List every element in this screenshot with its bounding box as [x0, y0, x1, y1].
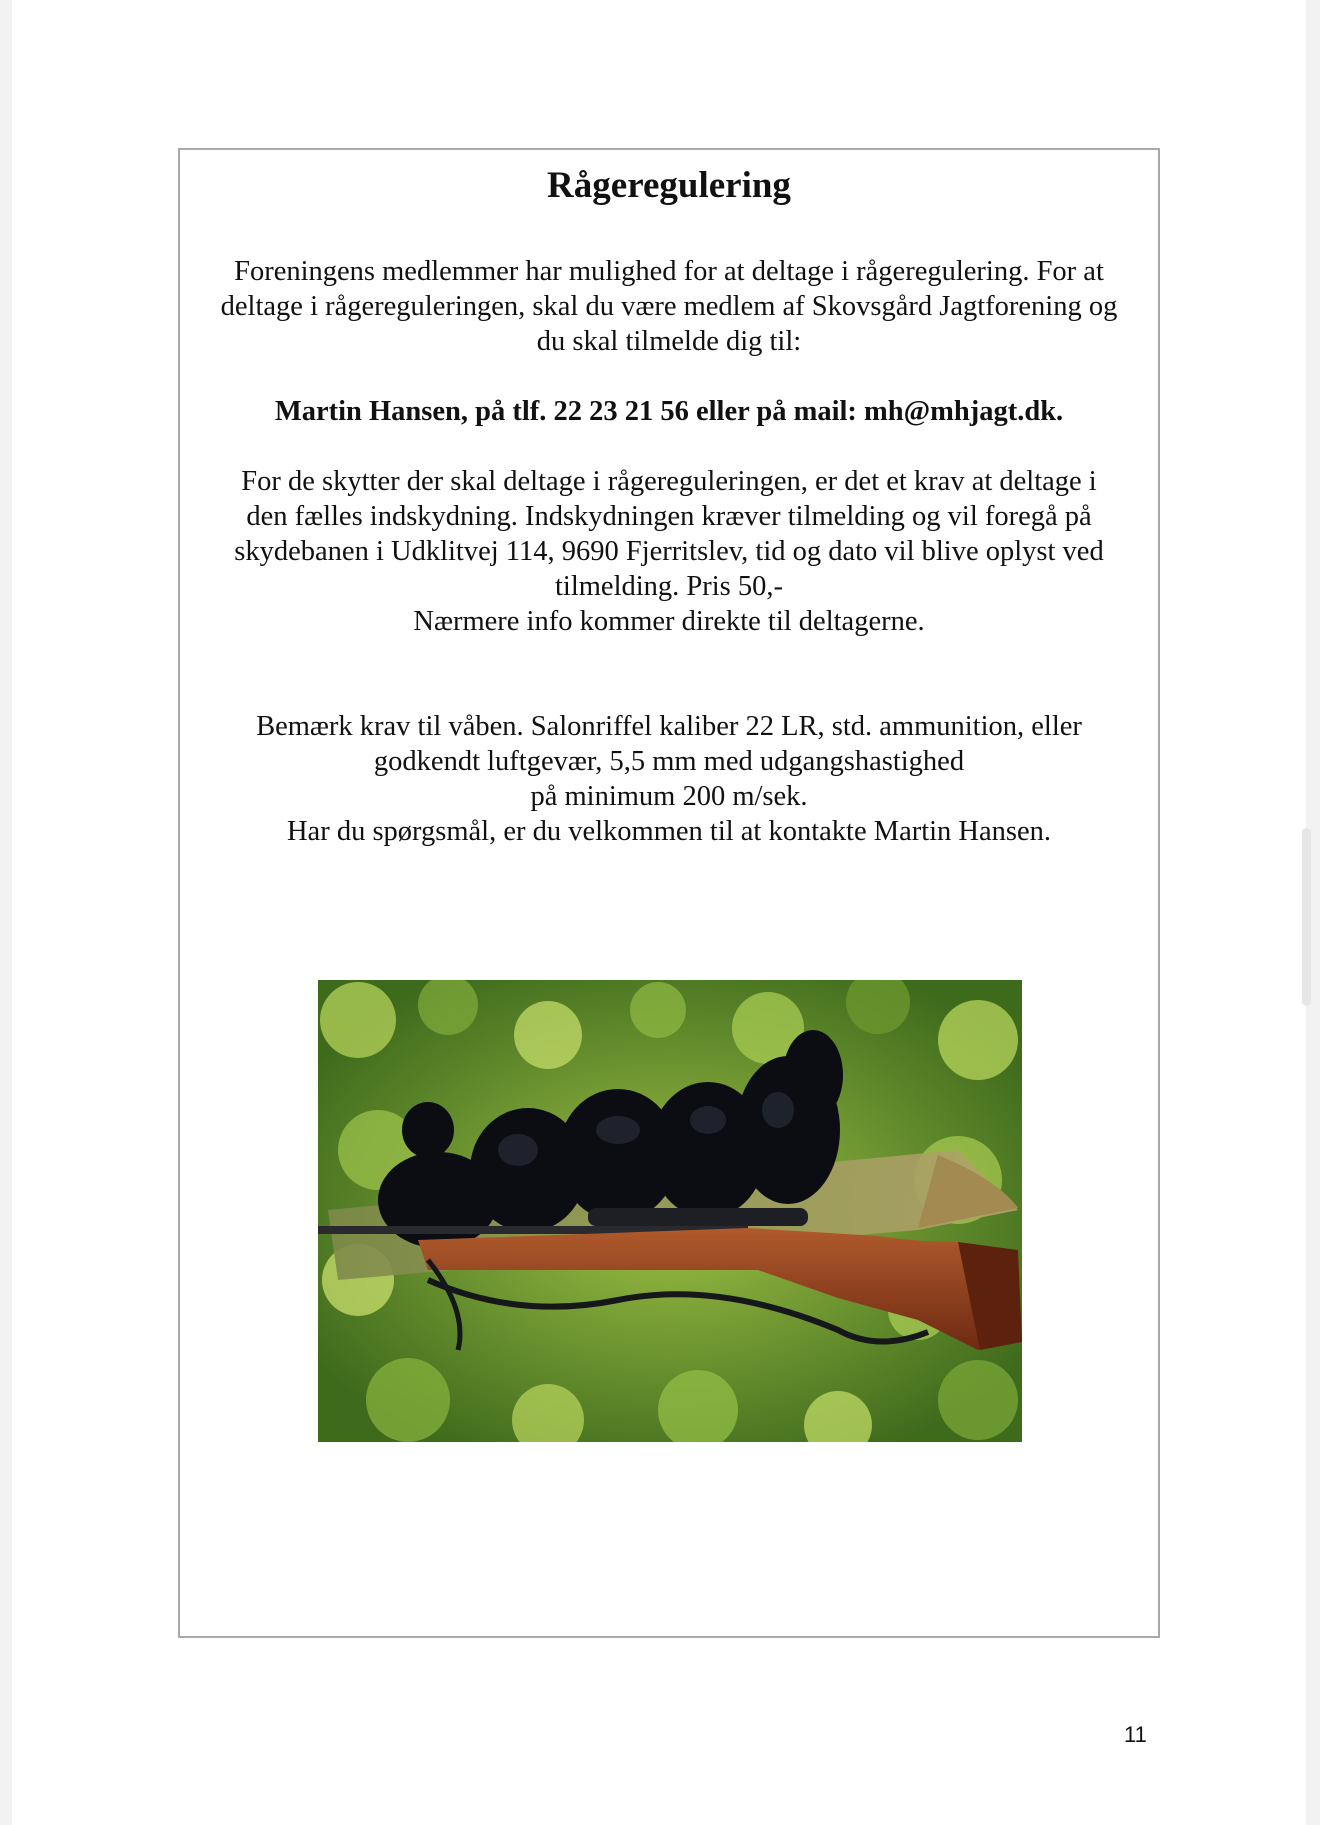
intro-paragraph — [186, 254, 1152, 359]
shooting-line: For de skytter der skal deltage i rågereguleringen, er det et krav at deltage i — [241, 466, 1097, 497]
page-title: Rågeregulering — [547, 165, 791, 206]
shooting-line: tilmelding. Pris 50,- — [555, 571, 783, 602]
intro-line: du skal tilmelde dig til: — [536, 326, 802, 357]
shooting-line: skydebanen i Udklitvej 114, 9690 Fjerritslev, tid og dato vil blive oplyst ved — [234, 536, 1104, 567]
shooting-line: den fælles indskydning. Indskydningen kræver tilmelding og vil foregå på — [246, 501, 1092, 532]
weapon-line: på minimum 200 m/sek. — [530, 781, 808, 812]
weapon-line: godkendt luftgevær, 5,5 mm med udgangshastighed — [373, 746, 965, 777]
intro-line: Foreningens medlemmer har mulighed for at deltage i rågeregulering. For at — [234, 256, 1104, 287]
intro-line: deltage i rågereguleringen, skal du være medlem af Skovsgård Jagtforening og — [220, 291, 1118, 322]
scrollbar-thumb[interactable] — [1302, 828, 1311, 1006]
document-page — [12, 0, 1306, 1825]
weapon-line: Bemærk krav til våben. Salonriffel kaliber 22 LR, std. ammunition, eller — [256, 711, 1082, 742]
shooting-paragraph — [186, 464, 1152, 639]
info-line: Nærmere info kommer direkte til deltagerne. — [413, 606, 925, 637]
weapon-paragraph — [186, 674, 1152, 849]
weapon-line: Har du spørgsmål, er du velkommen til at kontakte Martin Hansen. — [286, 816, 1052, 847]
rook-hunt-photo — [318, 980, 1022, 1442]
contact-line: Martin Hansen, på tlf. 22 23 21 56 eller på mail: mh@mhjagt.dk. — [274, 396, 1064, 427]
page-number: 11 — [1124, 1722, 1147, 1747]
